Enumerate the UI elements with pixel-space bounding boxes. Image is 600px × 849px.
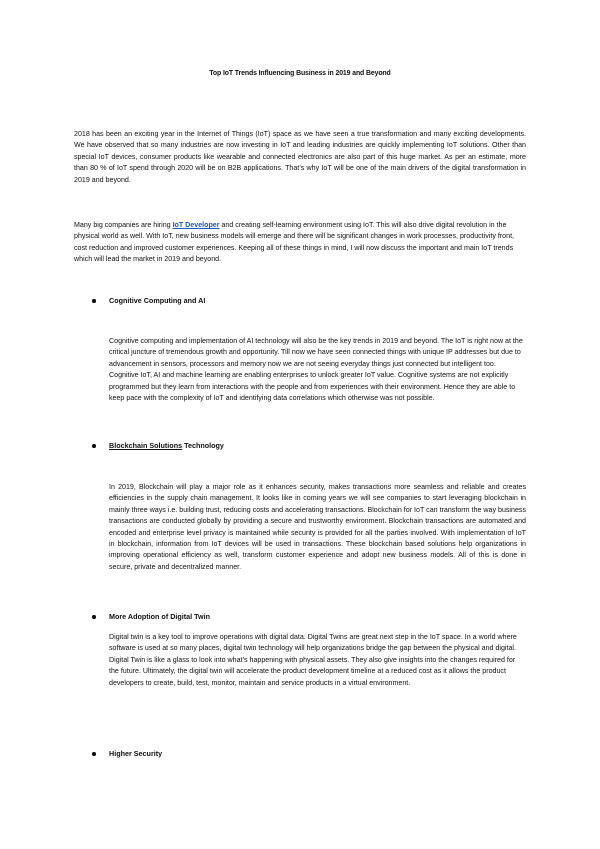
iot-developer-link[interactable]: IoT Developer [172, 221, 220, 229]
section-body-blockchain: In 2019, Blockchain will play a major role as it enhances security, makes transactions more seamless and reliable and creates efficiencies in the supply chain management. It looks like in coming years we will see companies to start leveraging blockchain in mainly three ways i.e. building trust, reducing costs and accelerating transactions. Blockchain for IoT can transform the way business transactions are conducted globally by providing a secure and trustworthy environment. Blockchain transactions are automated and encoded and enterprise level privacy is maintained while security is provided for all the parties involved. With implementation of IoT in blockchain, information from IoT devices will be used in transactions. These blockchain based solutions help organizations in improving operational efficiency as well, transform customer experience and adopt new business models. All of this is done in secure, private and decentralized manner. [109, 483, 526, 571]
second-paragraph-start: Many big companies are hiring [74, 221, 173, 229]
section-heading: Higher Security [109, 749, 163, 758]
bullet-dot-icon [92, 752, 96, 756]
second-paragraph [74, 220, 526, 266]
blockchain-solutions-link[interactable]: Blockchain Solutions [109, 441, 183, 450]
section-heading: Cognitive Computing and AI [109, 296, 206, 305]
bullet-dot-icon [92, 299, 96, 303]
section-heading-rest: Technology [182, 441, 224, 450]
bullet-dot-icon [92, 615, 96, 619]
intro-paragraph: 2018 has been an exciting year in the Internet of Things (IoT) space as we have seen a true transformation and many exciting developments. We have observed that so many industries are now investing in IoT and leading industries are quickly implementing IoT solutions. Other than special IoT devices, consumer products like wearable and connected electronics are also part of this huge market. As per an estimate, more than 80 % of IoT spend through 2020 will be on B2B applications. That’s why IoT will be one of the main drivers of the digital transformation in 2019 and beyond. [74, 130, 526, 184]
document-title: Top IoT Trends Influencing Business in 2019 and Beyond [209, 70, 391, 77]
section-body-cognitive: Cognitive computing and implementation of AI technology will also be the key trends in 2019 and beyond. The IoT is right now at the critical juncture of tremendous growth and opportunity. Till now we have seen connected things with unique IP addresses but due to advancement in sensors, processors and memory now we are not seeing everyday things just connected but intelligent too. Cognitive IoT, AI and machine learning are enabling enterprises to unlock greater IoT value. Cognitive systems are not explicitly programmed but they learn from interactions with the people and from experiences with their environment. Hence they are able to keep pace with the complexity of IoT and identifying data correlations which otherwise was not possible. [109, 337, 523, 403]
bullet-dot-icon [92, 444, 96, 448]
section-heading [109, 441, 224, 451]
second-paragraph-end: and creating self-learning environment using IoT. This will also drive digital revolution in the physical world as well. With IoT, new business models will emerge and there will be significant changes in work processes, productivity front, cost reduction and improved customer experiences. Keeping all of these things in mind, I will now discuss the important and main IoT trends which will lead the market in 2019 and beyond. [74, 221, 515, 264]
section-body-digital-twin: Digital twin is a key tool to improve operations with digital data. Digital Twins are great next step in the IoT space. In a world where software is used at so many places, digital twin technology will help organizations bridge the gap between the physical and digital. Digital Twin is like a glass to look into what’s happening with physical assets. They also give insights into the changes required for the future. Ultimately, the digital twin will accelerate the product development timeline at a reduced cost as it allows the product developers to create, build, test, monitor, maintain and service products in a virtual environment. [109, 633, 517, 687]
section-heading: More Adoption of Digital Twin [109, 612, 211, 621]
